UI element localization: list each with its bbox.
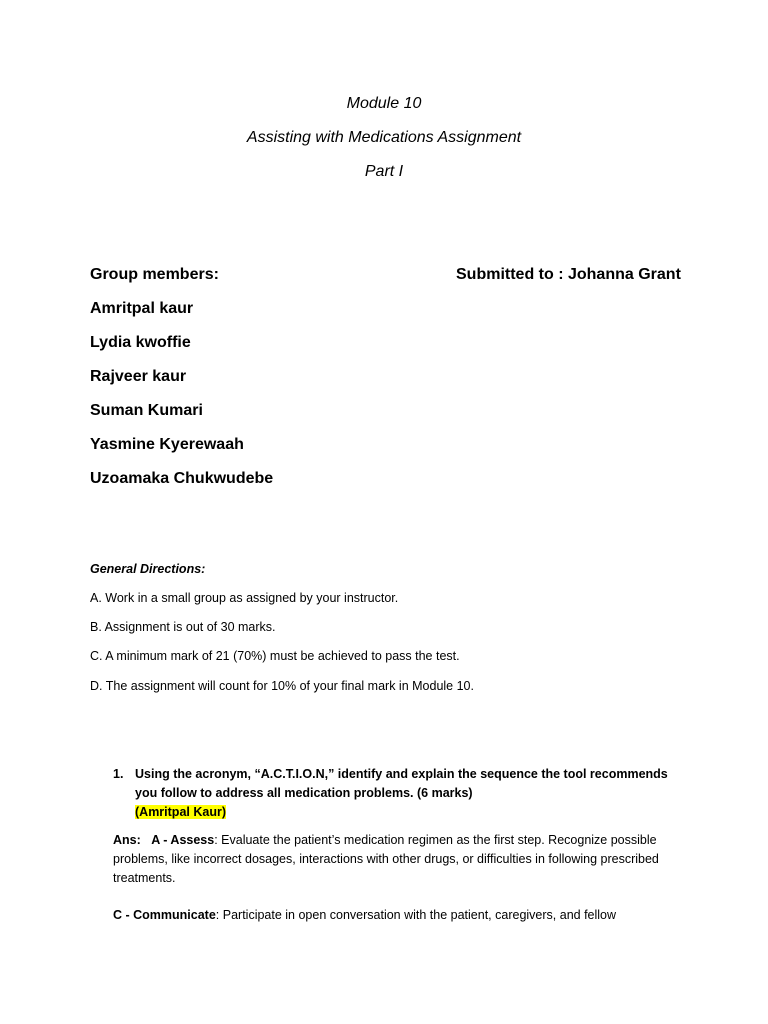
member-name: Rajveer kaur [90, 368, 187, 385]
communicate-term: C - Communicate [113, 908, 216, 922]
group-members-label: Group members: [90, 266, 219, 283]
answer-communicate [113, 906, 688, 925]
module-title: Module 10 [346, 95, 422, 112]
assess-text: : Evaluate the patient’s medication regimen as the first step. Recognize possible problems, like incorrect dosages, interactions with other drugs, or difficulties in following prescribed treatments. [113, 833, 659, 885]
direction-item: B. Assignment is out of 30 marks. [90, 620, 276, 634]
member-name: Suman Kumari [90, 402, 203, 419]
answer-prefix: Ans: [113, 833, 141, 847]
member-name: Amritpal kaur [90, 300, 194, 317]
submitted-to: Submitted to : Johanna Grant [456, 266, 681, 283]
direction-item: A. Work in a small group as assigned by your instructor. [90, 591, 399, 605]
directions-heading: General Directions: [90, 562, 206, 576]
part-title: Part I [364, 163, 404, 180]
member-name: Uzoamaka Chukwudebe [90, 470, 274, 487]
direction-item: C. A minimum mark of 21 (70%) must be achieved to pass the test. [90, 649, 460, 663]
member-name: Lydia kwoffie [90, 334, 191, 351]
answer-assess [113, 831, 688, 888]
assess-term: A - Assess [151, 833, 215, 847]
question-author: (Amritpal Kaur) [135, 805, 226, 819]
assignment-title: Assisting with Medications Assignment [246, 129, 522, 146]
question-text: Using the acronym, “A.C.T.I.O.N,” identify and explain the sequence the tool recommends you follow to address all medication problems. (6 marks) [135, 767, 668, 800]
question-1 [113, 765, 693, 822]
direction-item: D. The assignment will count for 10% of your final mark in Module 10. [90, 679, 474, 693]
member-name: Yasmine Kyerewaah [90, 436, 244, 453]
question-number: 1. [113, 767, 124, 781]
communicate-text: : Participate in open conversation with the patient, caregivers, and fellow [215, 908, 617, 922]
